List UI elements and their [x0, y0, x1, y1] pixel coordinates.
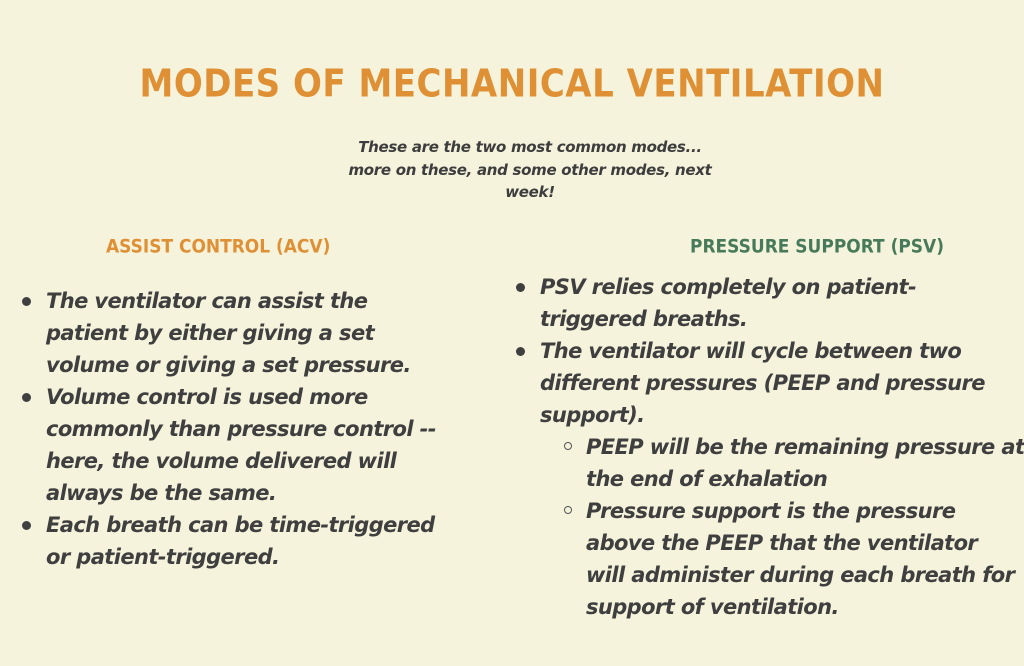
psv-sub-bullet — [564, 431, 1024, 495]
bullet-line: support of ventilation. — [586, 595, 839, 619]
slide-title: MODES OF MECHANICAL VENTILATION — [139, 62, 885, 107]
bullet-line: Pressure support is the pressure — [586, 499, 956, 523]
bullet-line: Each breath can be time-triggered — [46, 513, 435, 537]
bullet-line: Volume control is used more — [46, 385, 368, 409]
bullet-line: patient by either giving a set — [46, 321, 375, 345]
slide-subtitle: These are the two most common modes... more on these, and some other modes, next week! — [348, 138, 712, 201]
acv-heading: ASSIST CONTROL (ACV) — [106, 236, 331, 258]
psv-bullet — [516, 271, 1024, 335]
psv-sub-bullet-list — [564, 431, 1024, 623]
bullet-line: different pressures (PEEP and pressure — [540, 371, 985, 395]
bullet-line: or patient-triggered. — [46, 545, 280, 569]
bullet-dot-icon — [516, 283, 525, 292]
bullet-ring-icon — [564, 506, 572, 514]
bullet-line: triggered breaths. — [540, 307, 748, 331]
acv-bullet — [22, 509, 482, 573]
psv-sub-bullet — [564, 495, 1024, 623]
psv-bullet — [516, 335, 1024, 623]
acv-bullet-list — [22, 285, 482, 573]
bullet-line: the end of exhalation — [586, 467, 828, 491]
bullet-line: always be the same. — [46, 481, 277, 505]
psv-heading: PRESSURE SUPPORT (PSV) — [690, 236, 944, 258]
bullet-line: will administer during each breath for — [586, 563, 1015, 587]
bullet-line: PSV relies completely on patient- — [540, 275, 917, 299]
psv-bullet-list — [516, 271, 1024, 623]
bullet-line: The ventilator can assist the — [46, 289, 368, 313]
acv-bullet — [22, 285, 482, 381]
bullet-line: commonly than pressure control -- — [46, 417, 436, 441]
bullet-dot-icon — [22, 393, 31, 402]
bullet-line: volume or giving a set pressure. — [46, 353, 411, 377]
acv-bullet — [22, 381, 482, 509]
bullet-line: The ventilator will cycle between two — [540, 339, 962, 363]
bullet-dot-icon — [22, 297, 31, 306]
bullet-dot-icon — [22, 521, 31, 530]
bullet-ring-icon — [564, 442, 572, 450]
bullet-line: support). — [540, 403, 645, 427]
bullet-dot-icon — [516, 347, 525, 356]
bullet-line: above the PEEP that the ventilator — [586, 531, 978, 555]
bullet-line: PEEP will be the remaining pressure at — [586, 435, 1024, 459]
bullet-line: here, the volume delivered will — [46, 449, 397, 473]
